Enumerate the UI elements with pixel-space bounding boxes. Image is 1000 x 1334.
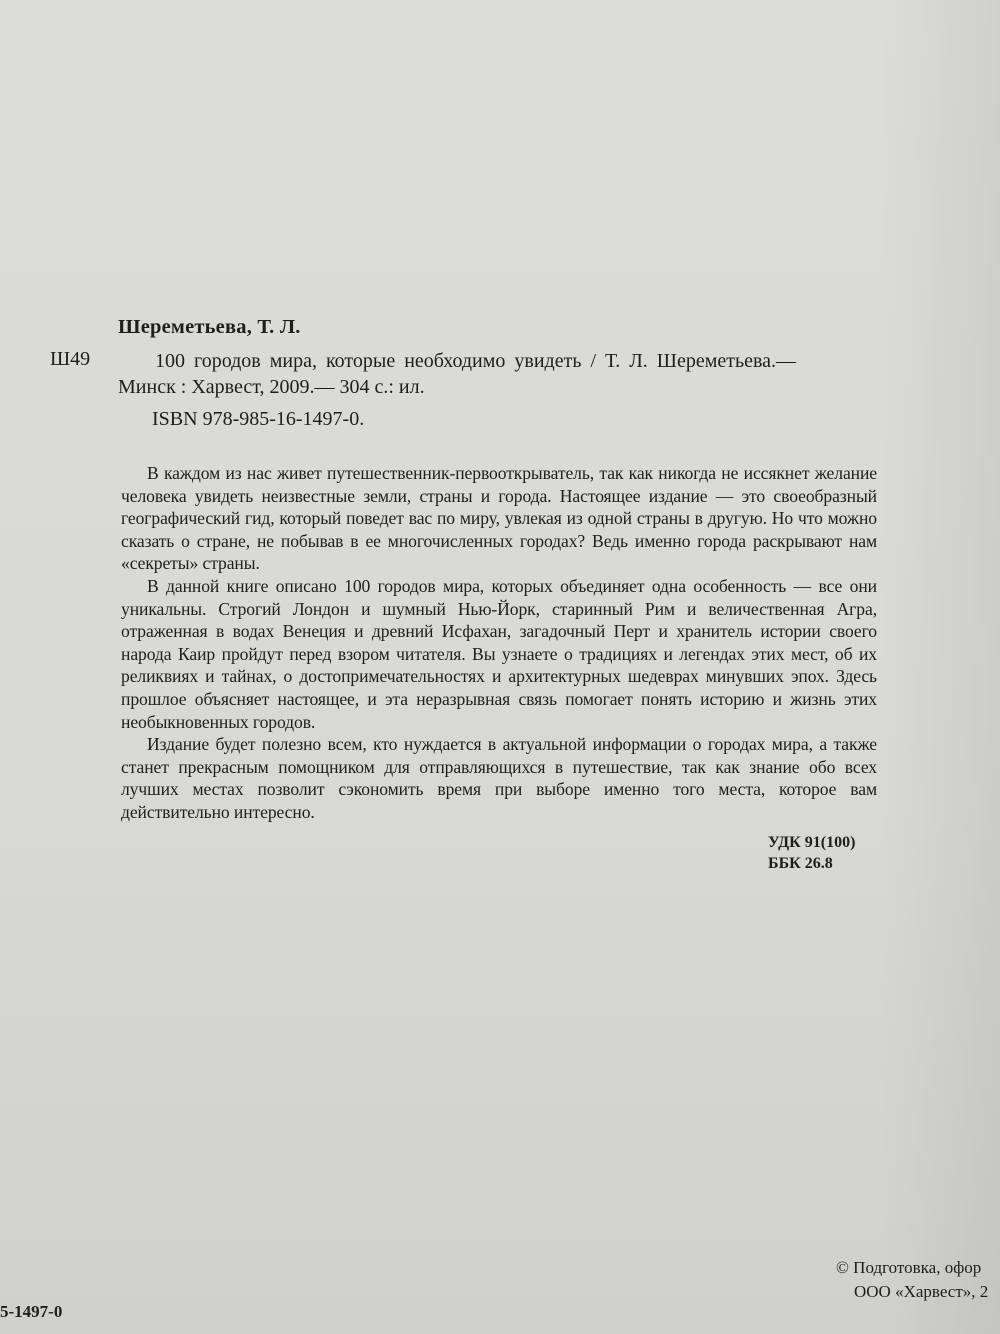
publisher-line: ООО «Харвест», 2 bbox=[854, 1282, 989, 1301]
abstract-paragraph: В каждом из нас живет путешественник-первооткрыватель, так как никогда не иссякнет желание человека увидеть неизвестные земли, страны и города. Настоящее издание — это своеобразный географический гид, который поведет вас по миру, увлекая из одной страны в другую. Но что можно сказать о стране, не побывав в ее многочисленных городах? Ведь именно города раскрывают нам «секреты» страны. bbox=[121, 463, 877, 574]
udk-code: УДК 91(100) bbox=[768, 834, 856, 851]
imprint-line: Минск : Харвест, 2009.— 304 с.: ил. bbox=[118, 376, 425, 398]
isbn-line: ISBN 978-985-16-1497-0. bbox=[152, 408, 365, 430]
bbk-code: ББК 26.8 bbox=[768, 855, 833, 872]
book-title-line: 100 городов мира, которые необходимо увидеть / Т. Л. Шереметьева.— bbox=[155, 350, 797, 372]
copyright-line: © Подготовка, офор bbox=[836, 1258, 982, 1277]
shelf-mark: Ш49 bbox=[50, 348, 91, 370]
classification-codes bbox=[768, 832, 855, 874]
abstract-paragraph: Издание будет полезно всем, кто нуждается в актуальной информации о городах мира, а также станет прекрасным помощником для отправляющихся в путешествие, так как знание обо всех лучших местах позволит сэкономить время при выборе именно того места, которое вам действительно интересно. bbox=[121, 734, 877, 822]
abstract-paragraph: В данной книге описано 100 городов мира, которых объединяет одна особенность — все они уникальны. Строгий Лондон и шумный Нью-Йорк, старинный Рим и величественная Агра, отраженная в водах Венеция и древний Исфахан, загадочный Перт и хранитель истории своего народа Каир пройдут перед взором читателя. Вы узнаете о традициях и легендах этих мест, об их реликвиях и тайнах, о достопримечательностях и архитектурных шедеврах минувших эпох. Здесь прошлое объясняет настоящее, и эта неразрывная связь помогает понять историю и жизнь этих необыкновенных городов. bbox=[121, 575, 877, 732]
author-name: Шереметьева, Т. Л. bbox=[118, 316, 301, 338]
book-abstract bbox=[121, 462, 877, 824]
isbn-fragment: 5-1497-0 bbox=[0, 1302, 63, 1321]
